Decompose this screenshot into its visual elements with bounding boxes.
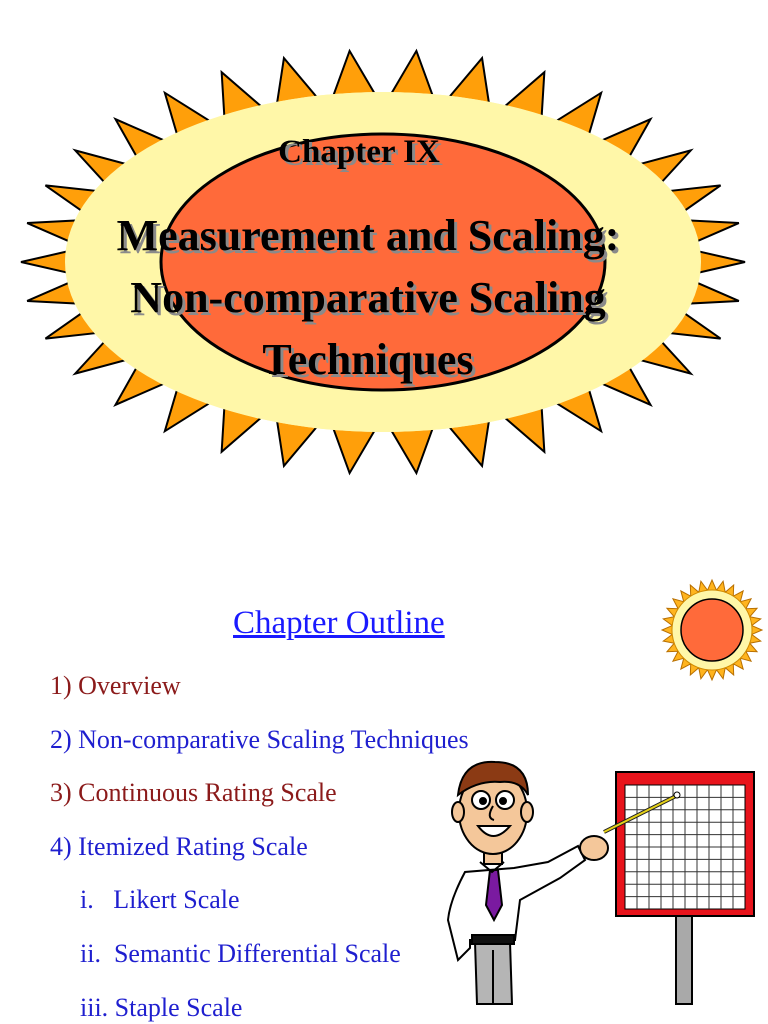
presenter-man-illustration [448,762,680,1004]
outline-item-itemized: 4) Itemized Rating Scale [50,832,308,861]
chapter-label: Chapter IX [278,134,440,170]
outline-item-noncomparative: 2) Non-comparative Scaling Techniques [50,725,469,754]
title-line-2: Non-comparative Scaling [130,273,606,322]
title-line-3: Techniques [262,335,474,384]
outline-subitem-semantic: ii. Semantic Differential Scale [80,939,401,968]
outline-heading-link[interactable]: Chapter Outline [233,605,445,641]
sun-rays [662,580,762,680]
grid-chart-board [616,772,754,1004]
outline-subitem-likert: i. Likert Scale [80,885,240,914]
outline-item-overview: 1) Overview [50,671,181,700]
sun-icon [662,580,762,680]
title-line-1: Measurement and Scaling: [116,211,620,260]
outline-subitem-staple: iii. Staple Scale [80,993,243,1022]
outline-item-continuous: 3) Continuous Rating Scale [50,778,337,807]
